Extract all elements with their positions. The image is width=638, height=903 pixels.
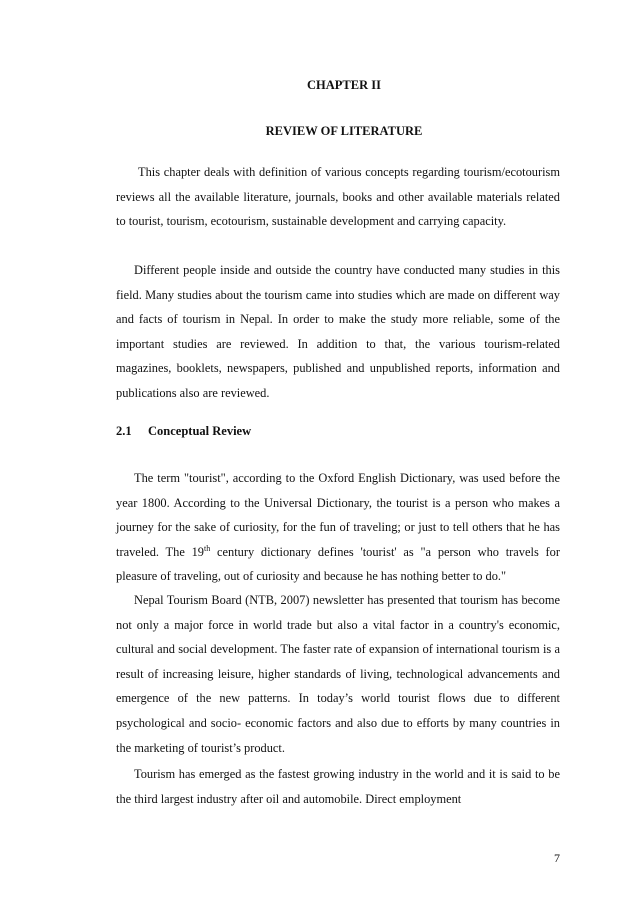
paragraph-tourist-definition [116,466,560,589]
section-title: Conceptual Review [148,424,252,438]
page-number: 7 [554,851,560,865]
paragraph-intro: This chapter deals with definition of various concepts regarding tourism/ecotourism reviews all the available literature, journals, books and other available materials related to tourist, tourism, ecotourism, sustainable development and carrying capacity. [116,165,560,229]
superscript-th: th [203,543,211,553]
paragraph-ntb-newsletter: Nepal Tourism Board (NTB, 2007) newsletter has presented that tourism has become not only a major force in world trade but also a vital factor in a country's economic, cultural and social development. The faster rate of expansion of international tourism is a result of increasing leisure, higher standards of living, technological advancements and emergence of the new patterns. In today’s world tourist flows due to different psychological and socio- economic factors and also due to efforts by many countries in the marketing of tourist’s product. [116,593,560,755]
chapter-number: CHAPTER II [307,78,381,92]
section-heading [116,424,251,439]
paragraph-fastest-growing: Tourism has emerged as the fastest growing industry in the world and it is said to be the third largest industry after oil and automobile. Direct employment [116,767,560,806]
chapter-title: REVIEW OF LITERATURE [265,124,423,138]
section-number: 2.1 [116,424,132,438]
paragraph-studies: Different people inside and outside the country have conducted many studies in this field. Many studies about the tourism came into studies which are made on different way and facts of tourism in Nepal. In order to make the study more reliable, some of the important studies are reviewed. In addition to that, the various tourism-related magazines, booklets, newspapers, published and unpublished reports, information and publications also are reviewed. [116,263,560,400]
paragraph-tourist-text-start: The term "tourist", according to the Oxford English Dictionary, was used before the year 1800. According to the Universal Dictionary, the tourist is a person who makes a journey for the sake of curiosity, for the fun of traveling; or just to tell others that he has traveled. The 19 [116,471,560,559]
paragraph-tourist-text-end: century dictionary defines 'tourist' as "a person who travels for pleasure of traveling, out of curiosity and because he has nothing better to do." [116,544,560,584]
